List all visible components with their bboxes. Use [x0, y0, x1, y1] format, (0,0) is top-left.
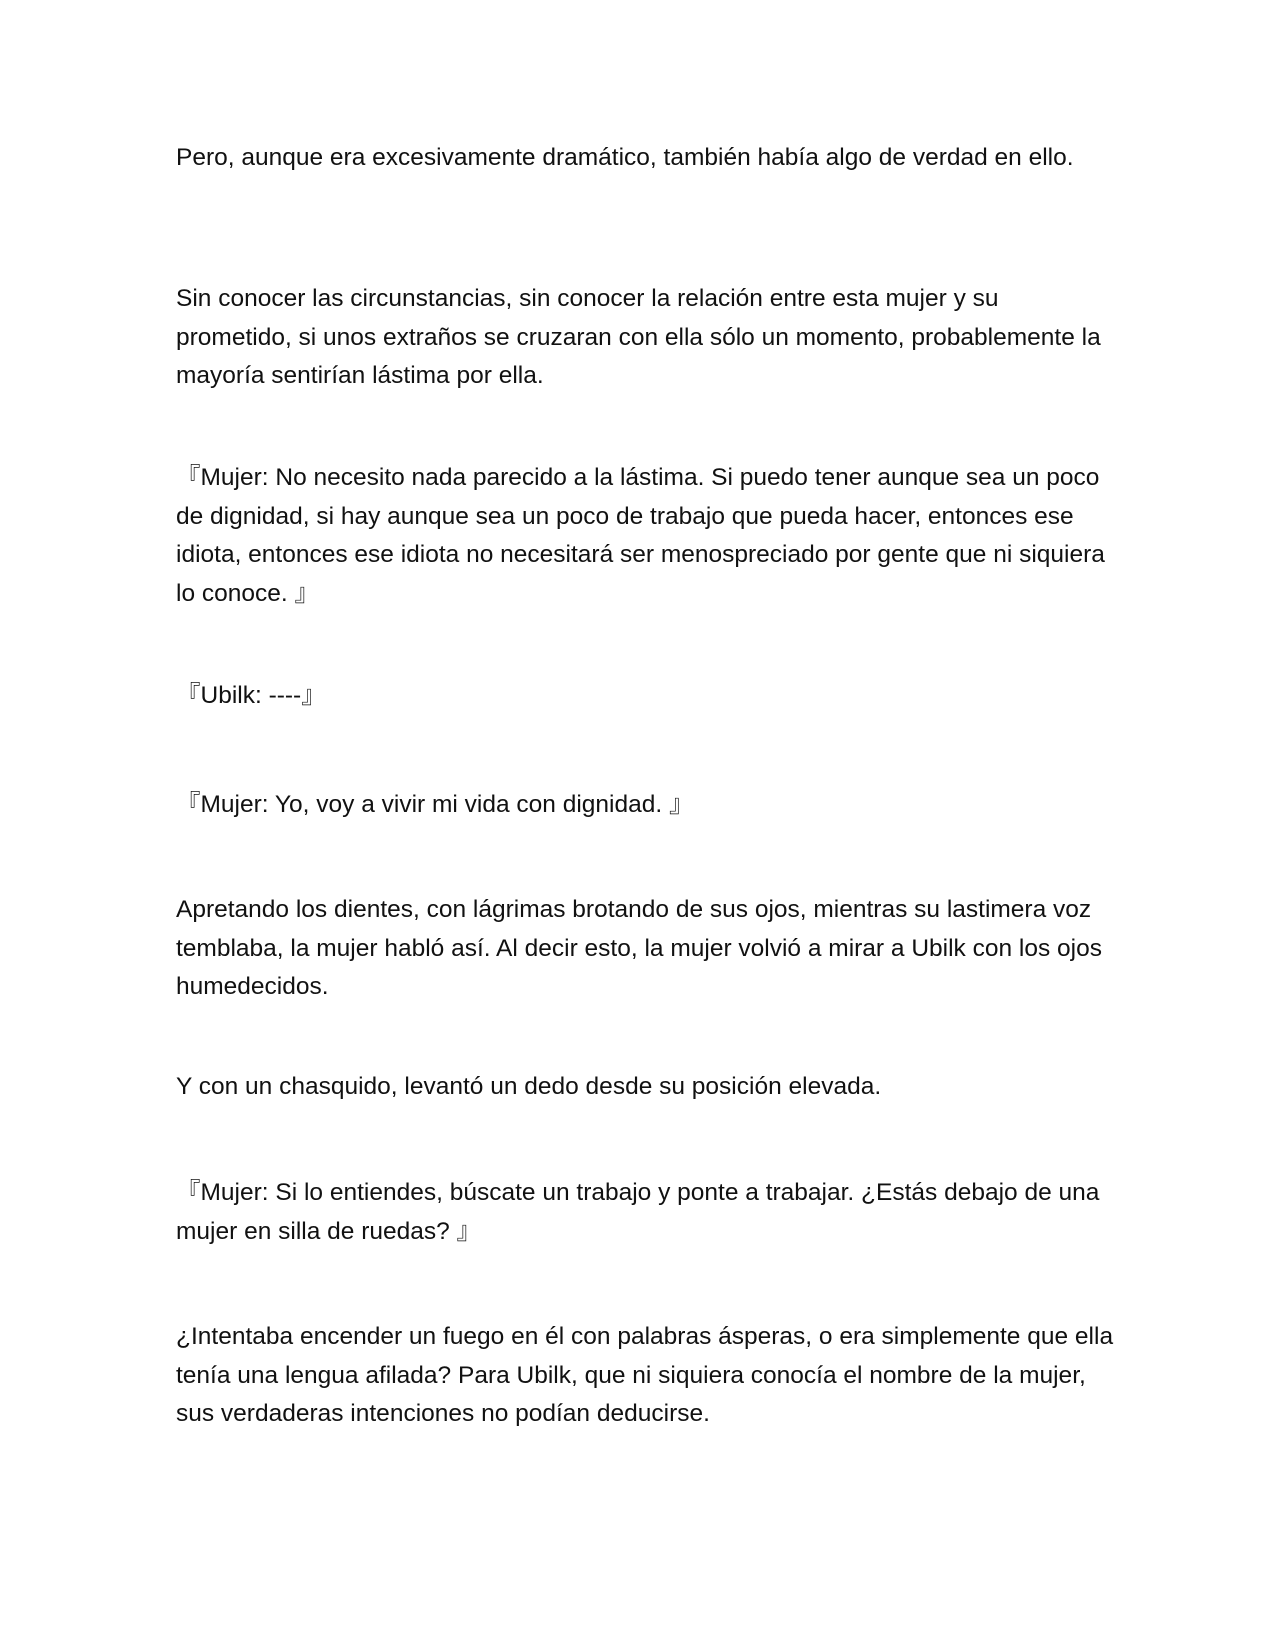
- paragraph-6: Apretando los dientes, con lágrimas brotando de sus ojos, mientras su lastimera voz temblaba, la mujer habló así. Al decir esto, la mujer volvió a mirar a Ubilk con los ojos humedecidos.: [176, 896, 1102, 1000]
- paragraph-7: Y con un chasquido, levantó un dedo desde su posición elevada.: [176, 1073, 882, 1100]
- dialogue-mujer-3: 『Mujer: Si lo entiendes, búscate un trabajo y ponte a trabajar. ¿Estás debajo de una mujer en silla de ruedas? 』: [176, 1179, 1100, 1245]
- dialogue-mujer-2: 『Mujer: Yo, voy a vivir mi vida con dignidad. 』: [176, 791, 694, 818]
- paragraph-1: Pero, aunque era excesivamente dramático, también había algo de verdad en ello.: [176, 144, 1074, 171]
- paragraph-9: ¿Intentaba encender un fuego en él con palabras ásperas, o era simplemente que ella tenía una lengua afilada? Para Ubilk, que ni siquiera conocía el nombre de la mujer, sus verdaderas intenciones no podían deducirse.: [176, 1323, 1114, 1427]
- dialogue-mujer-1: 『Mujer: No necesito nada parecido a la lástima. Si puedo tener aunque sea un poco de dignidad, si hay aunque sea un poco de trabajo que pueda hacer, entonces ese idiota, entonces ese idiota no necesitará ser menospreciado por gente que ni siquiera lo conoce. 』: [176, 464, 1105, 607]
- dialogue-ubilk: 『Ubilk: ----』: [176, 682, 326, 709]
- paragraph-2: Sin conocer las circunstancias, sin conocer la relación entre esta mujer y su prometido, si unos extraños se cruzaran con ella sólo un momento, probablemente la mayoría sentirían lástima por ella.: [176, 285, 1101, 389]
